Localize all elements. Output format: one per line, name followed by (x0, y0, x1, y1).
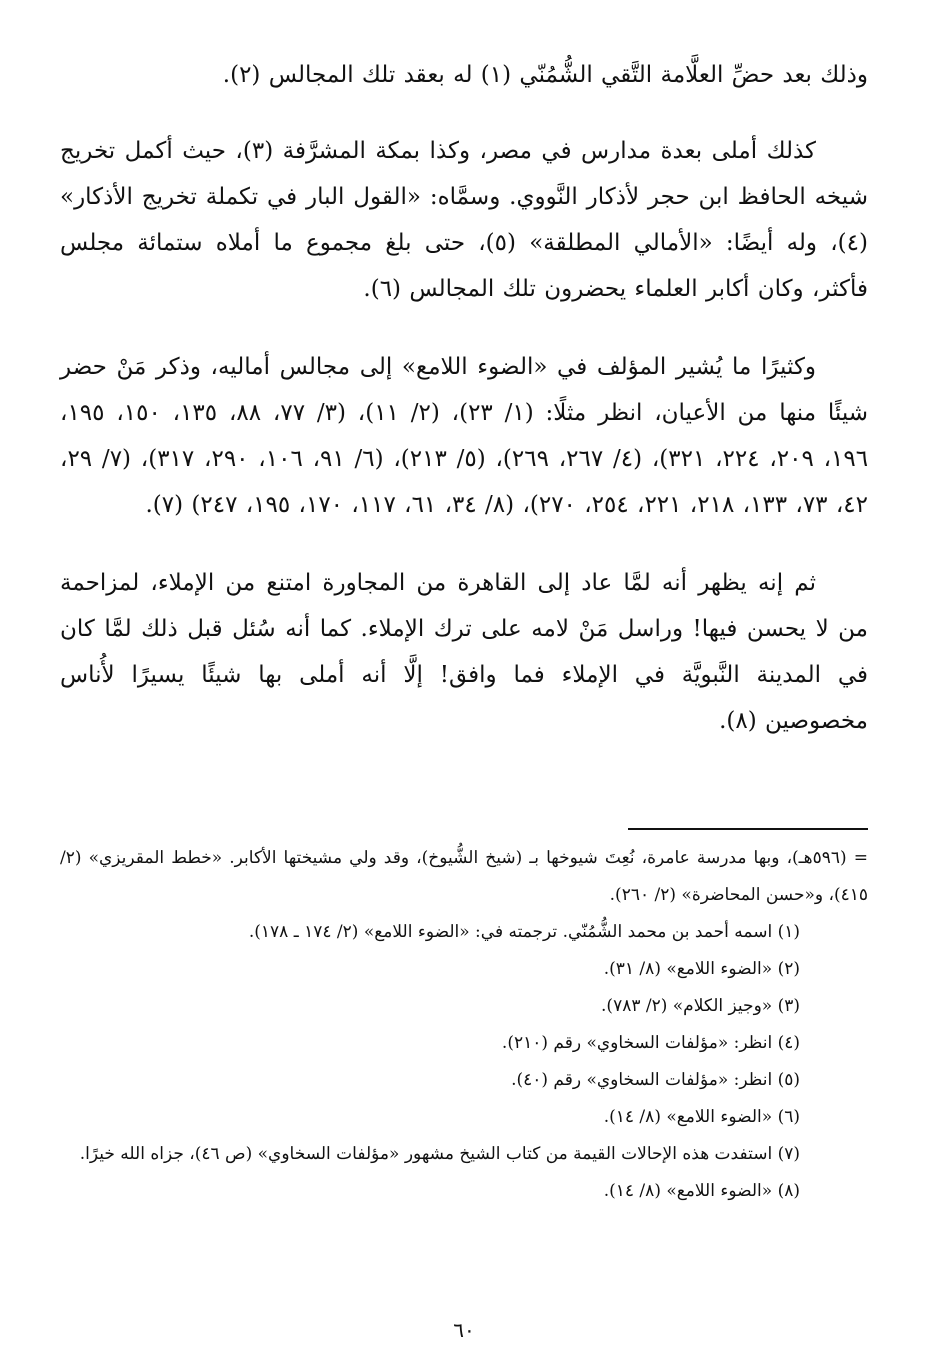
footnote-continuation: = (٥٩٦هـ)، وبها مدرسة عامرة، نُعِتَ شيوخها بـ (شيخ الشُّيوخ)، وقد ولي مشيختها الأكابر. «خطط المقريزي» (٢/ ٤١٥)، و«حسن المحاضرة» (٢/ ٢٦٠). (60, 848, 869, 905)
body-paragraph-4: ثم إنه يظهر أنه لمَّا عاد إلى القاهرة من المجاورة امتنع من الإملاء، لمزاحمة من لا يحسن فيها! وراسل مَنْ لامه على ترك الإملاء. كما أنه سُئل قبل ذلك لمَّا كان في المدينة النَّبويَّة في الإملاء فما وافق! إلَّا أنه أملى بها شيئًا يسيرًا لأُناس مخصوصين (٨). (60, 570, 868, 734)
footnote-1: (١) اسمه أحمد بن محمد الشُّمُنّي. ترجمته في: «الضوء اللامع» (٢/ ١٧٤ ـ ١٧٨). (248, 922, 800, 942)
footnote-8: (٨) «الضوء اللامع» (٨/ ١٤). (603, 1181, 800, 1201)
body-paragraph-3: وكثيرًا ما يُشير المؤلف في «الضوء اللامع» إلى مجالس أماليه، وذكر مَنْ حضر شيئًا منها من الأعيان، انظر مثلًا: (١/ ٢٣)، (٢/ ١١)، (٣/ ٧٧، ٨٨، ١٣٥، ١٥٠، ١٩٥، ١٩٦، ٢٠٩، ٢٢٤، ٣٢١)، (٤/ ٢٦٧، ٢٦٩)، (٥/ ٢١٣)، (٦/ ٩١، ١٠٦، ٢٩٠، ٣١٧)، (٧/ ٢٩، ٤٢، ٧٣، ١٣٣، ٢١٨، ٢٢١، ٢٥٤، ٢٧٠)، (٨/ ٣٤، ٦١، ١١٧، ١٧٠، ١٩٥، ٢٤٧) (٧). (60, 354, 869, 518)
body-paragraph-2: كذلك أملى بعدة مدارس في مصر، وكذا بمكة المشرَّفة (٣)، حيث أكمل تخريج شيخه الحافظ ابن حجر لأذكار النَّووي. وسمَّاه: «القول البار في تكملة تخريج الأذكار» (٤)، وله أيضًا: «الأمالي المطلقة» (٥)، حتى بلغ مجموع ما أملاه ستمائة مجلس فأكثر، وكان أكابر العلماء يحضرون تلك المجالس (٦). (60, 138, 868, 302)
footnote-5: (٥) انظر: «مؤلفات السخاوي» رقم (٤٠). (511, 1070, 800, 1090)
book-page (60, 52, 869, 1342)
footnotes-section (60, 840, 868, 1210)
footnote-3: (٣) «وجيز الكلام» (٢/ ٧٨٣). (601, 996, 800, 1016)
footnote-7: (٧) استفدت هذه الإحالات القيمة من كتاب الشيخ مشهور «مؤلفات السخاوي» (ص ٤٦)، جزاه الله خيرًا. (79, 1144, 800, 1164)
footnote-6: (٦) «الضوء اللامع» (٨/ ١٤). (603, 1107, 800, 1127)
footnote-separator (628, 828, 868, 830)
footnote-4: (٤) انظر: «مؤلفات السخاوي» رقم (٢١٠). (501, 1033, 800, 1053)
body-paragraph-1: وذلك بعد حضِّ العلَّامة التَّقي الشُّمُنّي (١) له بعقد تلك المجالس (٢). (222, 62, 868, 88)
footnote-2: (٢) «الضوء اللامع» (٨/ ٣١). (603, 959, 800, 979)
page-number: ٦٠ (453, 1318, 475, 1342)
